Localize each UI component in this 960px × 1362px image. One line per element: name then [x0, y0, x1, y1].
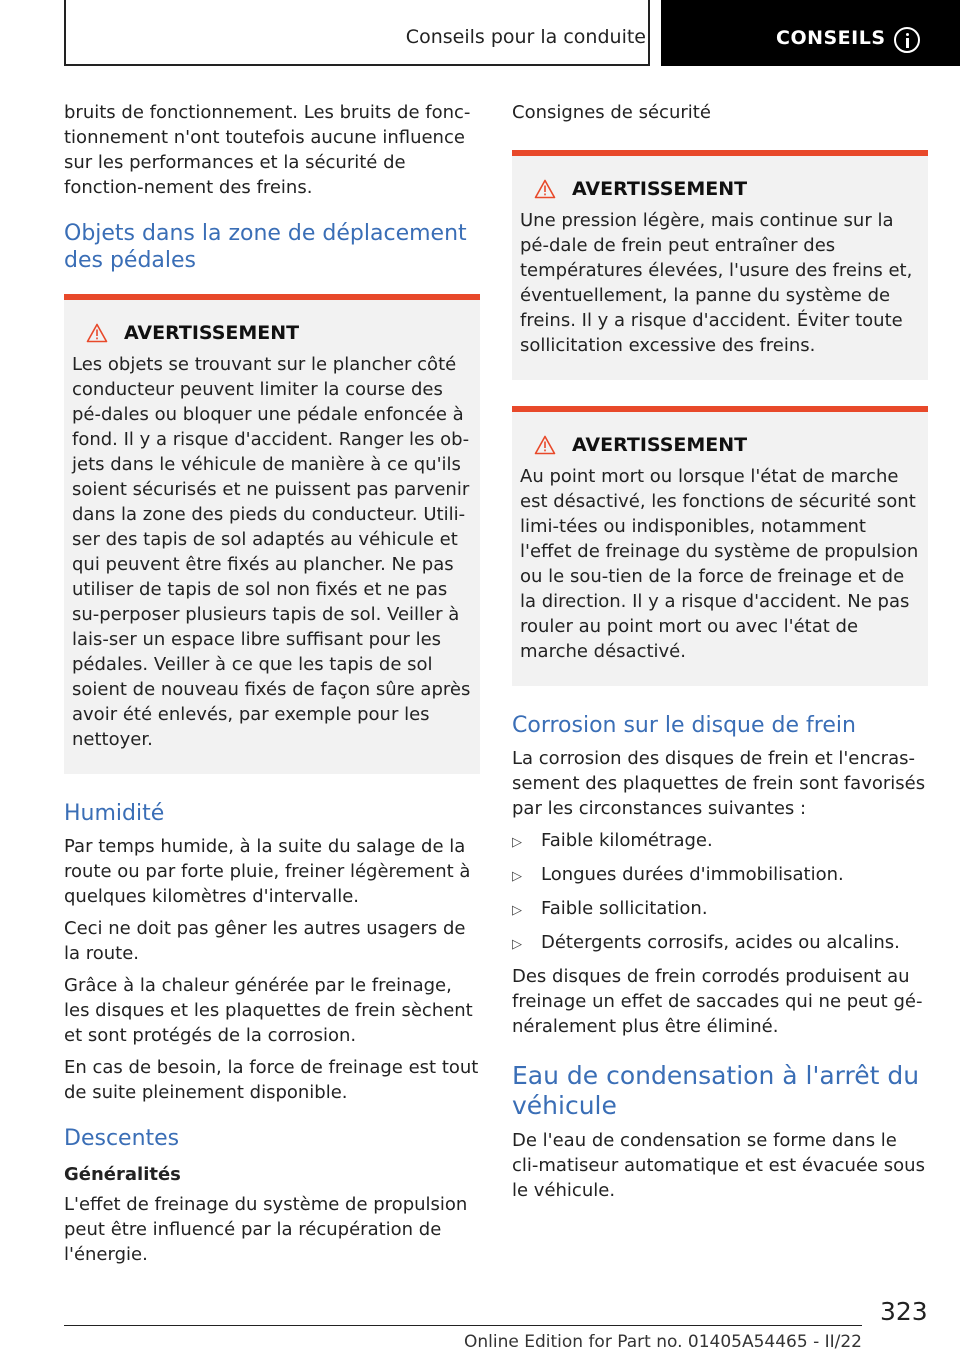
- heading-humidite: Humidité: [64, 801, 165, 826]
- heading-generalites: Généralités: [64, 1164, 181, 1185]
- footer-edition: Online Edition for Part no. 01405A54465 - II/22: [463, 1332, 862, 1352]
- header-left-border: [64, 0, 66, 66]
- page-number: 323: [880, 1297, 928, 1326]
- arrow-bullet-icon: ▷: [512, 903, 522, 918]
- warning-text: Une pression légère, mais continue sur la pé-dale de frein peut entraîner des températures élevées, l'usure des freins et, éventuellement, la panne du système de freins. Il y a risque d'accident. Éviter toute sollicitation excessive des freins.: [520, 210, 913, 356]
- humidite-paragraph-4: En cas de besoin, la force de freinage est tout de suite pleinement disponible.: [64, 1057, 479, 1103]
- warning-triangle-icon: [534, 435, 556, 455]
- warning-box-pression: [512, 150, 928, 380]
- info-icon: [894, 27, 920, 53]
- right-column: [512, 100, 928, 1210]
- list-item-text: Détergents corrosifs, acides ou alcalins.: [541, 932, 900, 953]
- header-section-title: Conseils pour la conduite: [405, 26, 646, 48]
- warning-title: AVERTISSEMENT: [572, 178, 748, 200]
- warning-text: Au point mort ou lorsque l'état de marche est désactivé, les fonctions de sécurité sont limi-tées ou indisponibles, notamment l'effet de freinage du système de propulsion ou le sou-tien de la force de freinage et de la direction. Il y a risque d'accident. Ne pas rouler au point mort ou avec l'état de marche désactivé.: [520, 466, 919, 662]
- list-item: [512, 930, 928, 957]
- humidite-paragraph-3: Grâce à la chaleur générée par le freinage, les disques et les plaquettes de frein sèchent et sont protégés de la corrosion.: [64, 975, 473, 1046]
- heading-eau-condensation: Eau de condensation à l'arrêt du véhicule: [512, 1061, 920, 1120]
- list-item-text: Faible sollicitation.: [541, 898, 708, 919]
- warning-box-point-mort: [512, 406, 928, 686]
- list-item: [512, 828, 928, 855]
- humidite-paragraph-2: Ceci ne doit pas gêner les autres usagers de la route.: [64, 918, 466, 964]
- warning-text: Les objets se trouvant sur le plancher côté conducteur peuvent limiter la course des pé-dales ou bloquer une pédale enfoncée à fond. Il y a risque d'accident. Ranger les ob-jets dans le véhicule de manière à ce qu'ils soient sécurisés et ne puissent pas parvenir dans la zone des pieds du conducteur. Utili-ser des tapis de sol adaptés au véhicule et qui peuvent être fixés au plancher. Ne pas utiliser de tapis de sol non fixés et ne pas su-perposer plusieurs tapis de sol. Veiller à lais-ser un espace libre suffisant pour les pédales. Veiller à ce que les tapis de sol soient de nouveau fixés de façon sûre après avoir été enlevés, par exemple pour les nettoyer.: [72, 354, 471, 750]
- list-item: [512, 862, 928, 889]
- list-item-text: Faible kilométrage.: [541, 830, 713, 851]
- warning-title-row: [72, 322, 472, 344]
- generalites-paragraph: L'effet de freinage du système de propulsion peut être influencé par la récupération de l'énergie.: [64, 1194, 468, 1265]
- corrosion-paragraph-2: Des disques de frein corrodés produisent au freinage un effet de saccades qui ne peut gé-néralement plus être éliminé.: [512, 966, 923, 1037]
- warning-triangle-icon: [86, 323, 108, 343]
- warning-title: AVERTISSEMENT: [124, 322, 300, 344]
- header-underline: [64, 64, 650, 66]
- list-item: [512, 896, 928, 923]
- heading-descentes: Descentes: [64, 1126, 180, 1151]
- warning-title: AVERTISSEMENT: [572, 434, 748, 456]
- intro-paragraph: bruits de fonctionnement. Les bruits de fonc-tionnement n'ont toutefois aucune influence sur les performances et la sécurité de fonction-nement des freins.: [64, 102, 471, 198]
- corrosion-paragraph-1: La corrosion des disques de frein et l'encras-sement des plaquettes de frein sont favorisés par les circonstances suivantes :: [512, 748, 926, 819]
- list-item-text: Longues durées d'immobilisation.: [541, 864, 844, 885]
- left-column: [64, 100, 480, 1274]
- warning-title-row: [520, 178, 920, 200]
- header-right-border: [648, 0, 650, 66]
- arrow-bullet-icon: ▷: [512, 869, 522, 884]
- footer-rule: [64, 1325, 862, 1326]
- humidite-paragraph-1: Par temps humide, à la suite du salage de la route ou par forte pluie, freiner légèrement à quelques kilomètres d'intervalle.: [64, 836, 471, 907]
- heading-consignes: Consignes de sécurité: [512, 102, 711, 123]
- heading-objets: Objets dans la zone de déplacement des pédales: [64, 221, 467, 273]
- eau-paragraph: De l'eau de condensation se forme dans le cli-matiseur automatique et est évacuée sous le véhicule.: [512, 1130, 925, 1201]
- warning-triangle-icon: [534, 179, 556, 199]
- warning-box-objets: [64, 294, 480, 774]
- arrow-bullet-icon: ▷: [512, 835, 522, 850]
- header-chapter-title: CONSEILS: [776, 27, 886, 49]
- corrosion-list: [512, 828, 928, 957]
- arrow-bullet-icon: ▷: [512, 937, 522, 952]
- warning-title-row: [520, 434, 920, 456]
- heading-corrosion: Corrosion sur le disque de frein: [512, 713, 856, 738]
